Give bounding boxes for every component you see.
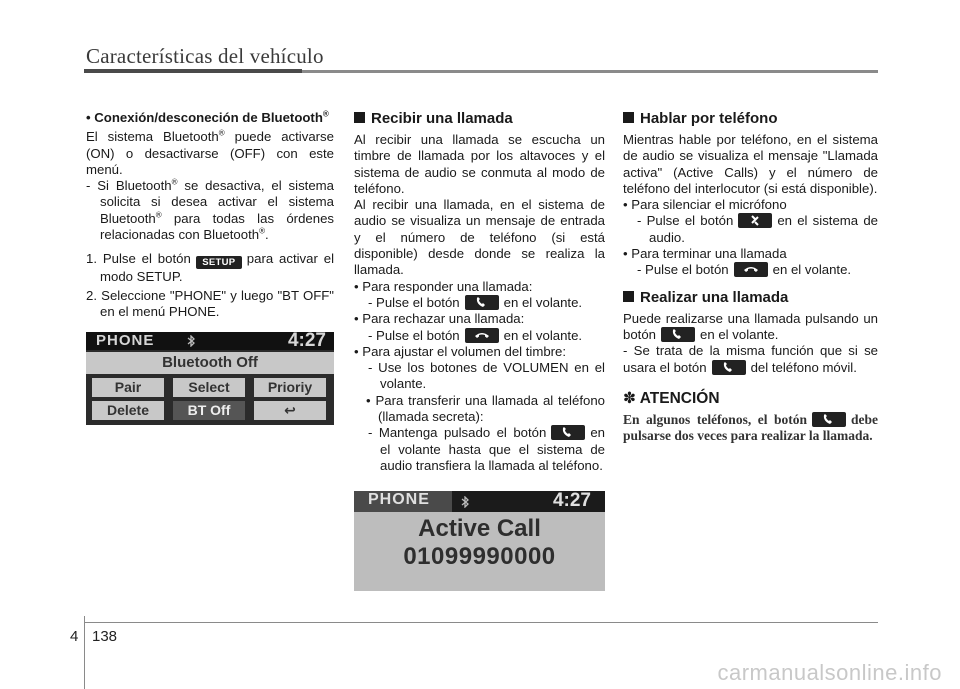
bluetooth-icon (460, 496, 470, 508)
attention-body: En algunos teléfonos, el botón debe pulsarse dos veces para realizar la llamada. (623, 411, 878, 444)
bluetooth-heading: • Conexión/desconeción de Bluetooth® (86, 109, 329, 125)
bluetooth-note: - Si Bluetooth® se desactiva, el sistema solicita si desea activar el sistema Bluetooth® para todas las órdenes relacionadas con Bluetooth®. (86, 177, 334, 243)
bt-off-button[interactable]: BT Off (173, 401, 245, 420)
attention-title: ✽ ATENCIÓN (623, 389, 720, 407)
page-number: 138 (92, 628, 118, 645)
column-talk-phone (623, 110, 878, 445)
priority-button[interactable]: Prioriy (254, 378, 326, 397)
phone-answer-icon (465, 295, 499, 310)
end-call-instruction: - Pulse el botón en el volante. (637, 262, 852, 278)
bluetooth-intro: El sistema Bluetooth® puede activarse (ON) o desactivarse (OFF) con este menú. (86, 128, 334, 177)
active-call-screen (354, 491, 605, 591)
header-title: Características del vehículo (86, 44, 324, 68)
screen-menu-title: Bluetooth Off (86, 352, 334, 374)
mic-mute-icon (738, 213, 772, 228)
phone-answer-icon (551, 425, 585, 440)
active-call-number: 01099990000 (403, 543, 556, 570)
screen-phone-label: PHONE (96, 332, 155, 349)
column-bluetooth (86, 110, 334, 320)
phone-answer-icon (661, 327, 695, 342)
answer-bullet: • Para responder una llamada: (354, 278, 533, 294)
section-square-icon (623, 291, 634, 302)
select-button[interactable]: Select (173, 378, 245, 397)
section-square-icon (354, 112, 365, 123)
watermark: carmanualsonline.info (717, 660, 942, 685)
delete-button[interactable]: Delete (92, 401, 164, 420)
bluetooth-icon (186, 335, 196, 347)
make-call-p2: - Se trata de la misma función que si se usara el botón del teléfono móvil. (623, 343, 878, 375)
volume-instruction: - Use los botones de VOLUMEN en el volante. (368, 360, 605, 392)
end-call-bullet: • Para terminar una llamada (623, 246, 787, 262)
make-call-title: Realizar una llamada (623, 289, 878, 307)
footer-rule (84, 622, 878, 623)
screen-clock: 4:27 (552, 491, 591, 511)
column-receive-call (354, 110, 605, 474)
reject-bullet: • Para rechazar una llamada: (354, 311, 525, 327)
mute-bullet: • Para silenciar el micrófono (623, 197, 787, 213)
receive-call-p2: Al recibir una llamada, en el sistema de audio se visualiza un mensaje de entrada y el número de teléfono (si está disponible) desde donde se realiza la llamada. (354, 197, 605, 278)
phone-hangup-icon (734, 262, 768, 277)
chapter-number: 4 (70, 628, 79, 645)
screen-clock: 4:27 (287, 332, 326, 351)
talk-p1: Mientras hable por teléfono, en el sistema de audio se visualiza el mensaje "Llamada activa" (Active Calls) y el número de teléfono del interlocutor (si está disponible). (623, 132, 878, 196)
header-rule-accent (84, 69, 302, 73)
receive-call-p1: Al recibir una llamada se escucha un timbre de llamada por los altavoces y el sistema de audio se conmuta al modo de teléfono. (354, 132, 605, 196)
receive-call-title: Recibir una llamada (354, 110, 605, 128)
step-1: 1. Pulse el botón SETUP para activar el modo SETUP. (86, 251, 334, 285)
phone-answer-icon (812, 412, 846, 427)
screen-phone-label: PHONE (368, 491, 430, 508)
step-2: 2. Seleccione "PHONE" y luego "BT OFF" en el menú PHONE. (86, 287, 334, 319)
transfer-bullet: • Para transferir una llamada al teléfono (llamada secreta): (366, 392, 605, 425)
active-call-label: Active Call (418, 515, 541, 542)
phone-answer-icon (712, 360, 746, 375)
talk-title: Hablar por teléfono (623, 110, 878, 128)
phone-hangup-icon (465, 328, 499, 343)
make-call-p1: Puede realizarse una llamada pulsando un botón en el volante. (623, 310, 878, 342)
transfer-instruction: - Mantenga pulsado el botón en el volante hasta que el sistema de audio transfiera la llamada al teléfono. (368, 425, 605, 473)
setup-button-icon: SETUP (196, 256, 242, 269)
pair-button[interactable]: Pair (92, 378, 164, 397)
section-square-icon (623, 112, 634, 123)
footer-divider (84, 616, 85, 689)
bluetooth-off-screen (86, 332, 334, 425)
back-button[interactable]: ↩ (254, 401, 326, 420)
answer-instruction: - Pulse el botón en el volante. (368, 294, 583, 310)
mute-instruction: - Pulse el botón en el sistema de audio. (637, 213, 879, 245)
reject-instruction: - Pulse el botón en el volante. (368, 327, 583, 343)
volume-bullet: • Para ajustar el volumen del timbre: (354, 343, 567, 359)
